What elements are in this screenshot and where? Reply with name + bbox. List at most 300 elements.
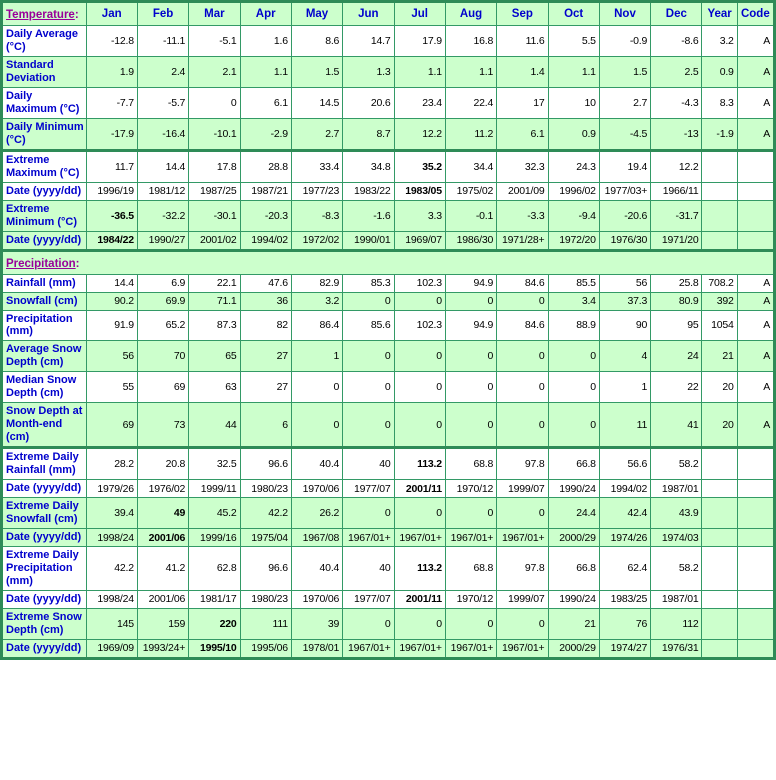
value-cell: 0 [291,372,342,403]
value-cell: A [737,274,774,292]
value-cell: 20.8 [137,448,188,480]
value-cell: 20 [702,403,737,448]
value-cell: 1054 [702,310,737,341]
header-row [2,2,775,26]
value-cell: 1980/23 [240,590,291,608]
table-row [2,480,775,498]
value-cell: 85.6 [343,310,394,341]
value-cell: 1999/11 [189,480,240,498]
row-label: Snow Depth at Month-end (cm) [2,403,87,448]
value-cell [702,529,737,547]
value-cell: 2.1 [189,56,240,87]
value-cell: 1967/01+ [394,529,445,547]
value-cell: 14.4 [137,150,188,182]
value-cell: 12.2 [651,150,702,182]
value-cell [737,480,774,498]
row-label: Extreme Snow Depth (cm) [2,608,87,639]
section-cell-precipitation [2,250,775,274]
value-cell: A [737,118,774,150]
value-cell: -8.6 [651,26,702,57]
column-header-oct: Oct [548,2,599,26]
value-cell: 1977/07 [343,480,394,498]
value-cell: 1999/07 [497,480,548,498]
value-cell: 69 [137,372,188,403]
value-cell: 58.2 [651,448,702,480]
value-cell: 85.3 [343,274,394,292]
table-row [2,372,775,403]
table-row [2,547,775,591]
value-cell: 1.3 [343,56,394,87]
value-cell: 27 [240,372,291,403]
value-cell: 1987/01 [651,590,702,608]
value-cell: A [737,310,774,341]
value-cell: 47.6 [240,274,291,292]
value-cell: 1977/07 [343,590,394,608]
value-cell: 392 [702,292,737,310]
value-cell: 0 [497,372,548,403]
value-cell: 6 [240,403,291,448]
value-cell: 2001/06 [137,529,188,547]
value-cell: 2001/09 [497,182,548,200]
value-cell: -4.5 [599,118,650,150]
value-cell: 1.6 [240,26,291,57]
precipitation-section-colon: : [75,257,80,270]
row-label: Precipitation (mm) [2,310,87,341]
value-cell: 0 [343,498,394,529]
value-cell: 56 [599,274,650,292]
value-cell: 88.9 [548,310,599,341]
value-cell: 40 [343,448,394,480]
value-cell: 96.6 [240,448,291,480]
value-cell: 1996/02 [548,182,599,200]
value-cell: -13 [651,118,702,150]
column-header-sep: Sep [497,2,548,26]
table-body [2,26,775,659]
value-cell: A [737,341,774,372]
value-cell: A [737,372,774,403]
value-cell: 0 [343,292,394,310]
value-cell: 5.5 [548,26,599,57]
value-cell: 1967/08 [291,529,342,547]
value-cell: 65.2 [137,310,188,341]
value-cell [737,639,774,658]
value-cell: 1.1 [548,56,599,87]
section-header-row [2,250,775,274]
value-cell: 1977/23 [291,182,342,200]
value-cell: 11.7 [86,150,137,182]
value-cell: A [737,403,774,448]
value-cell: 11 [599,403,650,448]
value-cell: 1970/12 [445,480,496,498]
value-cell: 3.2 [291,292,342,310]
value-cell: -17.9 [86,118,137,150]
value-cell: 4 [599,341,650,372]
value-cell: 2001/06 [137,590,188,608]
value-cell: 41.2 [137,547,188,591]
value-cell [737,231,774,250]
value-cell [702,448,737,480]
value-cell: 2.4 [137,56,188,87]
value-cell: 1967/01+ [445,639,496,658]
row-label: Date (yyyy/dd) [2,231,87,250]
column-header-mar: Mar [189,2,240,26]
value-cell: 28.8 [240,150,291,182]
value-cell: 39 [291,608,342,639]
value-cell: 1967/01+ [497,639,548,658]
value-cell: 1990/24 [548,590,599,608]
value-cell: 1972/02 [291,231,342,250]
column-header-dec: Dec [651,2,702,26]
value-cell: 95 [651,310,702,341]
value-cell: A [737,56,774,87]
value-cell: 20 [702,372,737,403]
value-cell: 24 [651,341,702,372]
value-cell: 2000/29 [548,529,599,547]
value-cell: 24.3 [548,150,599,182]
value-cell: 1995/06 [240,639,291,658]
value-cell: 17.8 [189,150,240,182]
value-cell: 11.2 [445,118,496,150]
value-cell: 97.8 [497,547,548,591]
value-cell: 40.4 [291,547,342,591]
value-cell: 39.4 [86,498,137,529]
value-cell: 11.6 [497,26,548,57]
row-label: Extreme Minimum (°C) [2,200,87,231]
value-cell: 1974/03 [651,529,702,547]
value-cell: 1976/30 [599,231,650,250]
value-cell: 66.8 [548,448,599,480]
value-cell [737,529,774,547]
value-cell: 1967/01+ [394,639,445,658]
value-cell: -32.2 [137,200,188,231]
value-cell: 2.5 [651,56,702,87]
value-cell: 1990/24 [548,480,599,498]
value-cell: 0 [394,372,445,403]
value-cell [702,639,737,658]
value-cell: 2001/11 [394,480,445,498]
value-cell: 1984/22 [86,231,137,250]
table-row [2,448,775,480]
value-cell: 145 [86,608,137,639]
value-cell: 25.8 [651,274,702,292]
value-cell: 1994/02 [240,231,291,250]
value-cell: 1998/24 [86,590,137,608]
row-label: Median Snow Depth (cm) [2,372,87,403]
row-label: Date (yyyy/dd) [2,529,87,547]
value-cell: 708.2 [702,274,737,292]
value-cell: 82 [240,310,291,341]
value-cell: 1971/28+ [497,231,548,250]
value-cell: 66.8 [548,547,599,591]
value-cell: 35.2 [394,150,445,182]
value-cell: 70 [137,341,188,372]
value-cell [737,448,774,480]
value-cell: 1978/01 [291,639,342,658]
column-header-nov: Nov [599,2,650,26]
table-row [2,118,775,150]
value-cell: 0.9 [548,118,599,150]
column-header-code: Code [737,2,774,26]
row-label: Date (yyyy/dd) [2,480,87,498]
value-cell: 21 [548,608,599,639]
row-label: Extreme Daily Rainfall (mm) [2,448,87,480]
value-cell: 45.2 [189,498,240,529]
row-label: Average Snow Depth (cm) [2,341,87,372]
table-row [2,56,775,87]
value-cell [702,200,737,231]
value-cell: 1966/11 [651,182,702,200]
value-cell: 8.7 [343,118,394,150]
value-cell: 1996/19 [86,182,137,200]
value-cell: 1 [291,341,342,372]
value-cell: 87.3 [189,310,240,341]
value-cell: -4.3 [651,87,702,118]
temperature-section-header [2,2,87,26]
column-header-feb: Feb [137,2,188,26]
value-cell [737,547,774,591]
table-row [2,26,775,57]
value-cell: 102.3 [394,310,445,341]
value-cell: 0 [343,608,394,639]
value-cell: 1967/01+ [497,529,548,547]
value-cell: 62.8 [189,547,240,591]
value-cell: 42.4 [599,498,650,529]
value-cell: 69.9 [137,292,188,310]
value-cell: 0 [548,341,599,372]
value-cell: 0 [497,403,548,448]
value-cell: 37.3 [599,292,650,310]
value-cell: -30.1 [189,200,240,231]
value-cell: -0.1 [445,200,496,231]
column-header-jul: Jul [394,2,445,26]
value-cell [737,150,774,182]
value-cell: 102.3 [394,274,445,292]
value-cell: 32.3 [497,150,548,182]
value-cell: 20.6 [343,87,394,118]
precipitation-section-link[interactable]: Precipitation [6,257,76,270]
value-cell: 0 [394,403,445,448]
value-cell: 3.3 [394,200,445,231]
value-cell: 1983/25 [599,590,650,608]
value-cell: 112 [651,608,702,639]
value-cell: 0 [548,403,599,448]
column-header-apr: Apr [240,2,291,26]
value-cell: 68.8 [445,547,496,591]
value-cell: A [737,87,774,118]
value-cell: 0 [445,372,496,403]
value-cell [702,182,737,200]
column-header-year: Year [702,2,737,26]
value-cell: 85.5 [548,274,599,292]
value-cell: 1983/05 [394,182,445,200]
value-cell: -16.4 [137,118,188,150]
row-label: Daily Maximum (°C) [2,87,87,118]
value-cell [702,547,737,591]
value-cell: 27 [240,341,291,372]
value-cell: 1987/21 [240,182,291,200]
value-cell: 111 [240,608,291,639]
value-cell: 23.4 [394,87,445,118]
column-header-jan: Jan [86,2,137,26]
value-cell: 1967/01+ [445,529,496,547]
value-cell: 0 [343,341,394,372]
table-row [2,608,775,639]
value-cell: 86.4 [291,310,342,341]
value-cell: 1975/02 [445,182,496,200]
row-label: Date (yyyy/dd) [2,590,87,608]
row-label: Daily Average (°C) [2,26,87,57]
value-cell: 65 [189,341,240,372]
value-cell: 1.1 [445,56,496,87]
value-cell: 0 [343,403,394,448]
value-cell: 8.3 [702,87,737,118]
value-cell: 0 [497,608,548,639]
value-cell: 3.2 [702,26,737,57]
value-cell: 84.6 [497,274,548,292]
table-row [2,231,775,250]
value-cell [702,480,737,498]
value-cell: -36.5 [86,200,137,231]
value-cell: 113.2 [394,547,445,591]
value-cell: 10 [548,87,599,118]
value-cell: 76 [599,608,650,639]
value-cell: 1986/30 [445,231,496,250]
value-cell: 90.2 [86,292,137,310]
value-cell: -11.1 [137,26,188,57]
value-cell: 113.2 [394,448,445,480]
value-cell: 91.9 [86,310,137,341]
row-label: Date (yyyy/dd) [2,639,87,658]
table-row [2,310,775,341]
value-cell: 1.5 [599,56,650,87]
value-cell: 14.4 [86,274,137,292]
value-cell: 19.4 [599,150,650,182]
value-cell: 14.5 [291,87,342,118]
value-cell: 82.9 [291,274,342,292]
table-row [2,200,775,231]
value-cell: 90 [599,310,650,341]
value-cell: 21 [702,341,737,372]
row-label: Extreme Daily Snowfall (cm) [2,498,87,529]
value-cell: 28.2 [86,448,137,480]
value-cell: 2001/11 [394,590,445,608]
value-cell: 0 [497,341,548,372]
value-cell: 1967/01+ [343,639,394,658]
table-row [2,529,775,547]
value-cell: 1999/07 [497,590,548,608]
value-cell: 2.7 [291,118,342,150]
value-cell: 0 [445,403,496,448]
value-cell: 0 [497,498,548,529]
value-cell: 56.6 [599,448,650,480]
value-cell: -3.3 [497,200,548,231]
row-label: Extreme Daily Precipitation (mm) [2,547,87,591]
value-cell [702,498,737,529]
value-cell: 80.9 [651,292,702,310]
value-cell: 1 [599,372,650,403]
value-cell: 40.4 [291,448,342,480]
value-cell: 17.9 [394,26,445,57]
value-cell: 62.4 [599,547,650,591]
value-cell [702,150,737,182]
temperature-section-link[interactable]: Temperature [6,9,75,21]
table-row [2,87,775,118]
value-cell: 1971/20 [651,231,702,250]
table-row [2,274,775,292]
value-cell: 1976/02 [137,480,188,498]
value-cell: 96.6 [240,547,291,591]
value-cell: -1.6 [343,200,394,231]
value-cell: 1974/27 [599,639,650,658]
value-cell: 22 [651,372,702,403]
value-cell: 0 [394,292,445,310]
value-cell: 12.2 [394,118,445,150]
value-cell [702,590,737,608]
value-cell: 71.1 [189,292,240,310]
value-cell: 220 [189,608,240,639]
value-cell: -12.8 [86,26,137,57]
value-cell: 1995/10 [189,639,240,658]
row-label: Date (yyyy/dd) [2,182,87,200]
value-cell: 0 [189,87,240,118]
value-cell: 0 [291,403,342,448]
value-cell: 33.4 [291,150,342,182]
value-cell: 1970/06 [291,590,342,608]
value-cell: 1977/03+ [599,182,650,200]
value-cell: 8.6 [291,26,342,57]
value-cell: 55 [86,372,137,403]
temperature-section-colon: : [74,9,79,21]
table-row [2,590,775,608]
value-cell: 3.4 [548,292,599,310]
value-cell: 1990/27 [137,231,188,250]
value-cell: 26.2 [291,498,342,529]
row-label: Rainfall (mm) [2,274,87,292]
value-cell: 1975/04 [240,529,291,547]
table-row [2,150,775,182]
row-label: Standard Deviation [2,56,87,87]
value-cell: -1.9 [702,118,737,150]
value-cell: 1999/16 [189,529,240,547]
value-cell: 159 [137,608,188,639]
value-cell: 40 [343,547,394,591]
value-cell: 73 [137,403,188,448]
value-cell: 16.8 [445,26,496,57]
table-row [2,498,775,529]
value-cell: 2.7 [599,87,650,118]
table-row [2,403,775,448]
row-label: Daily Minimum (°C) [2,118,87,150]
value-cell: 1.4 [497,56,548,87]
value-cell: 1.1 [394,56,445,87]
value-cell [737,608,774,639]
value-cell: 68.8 [445,448,496,480]
value-cell [737,200,774,231]
value-cell: 0 [394,498,445,529]
row-label: Extreme Maximum (°C) [2,150,87,182]
value-cell: -5.1 [189,26,240,57]
value-cell: A [737,292,774,310]
value-cell: 1976/31 [651,639,702,658]
value-cell [737,182,774,200]
value-cell: -7.7 [86,87,137,118]
value-cell: 1998/24 [86,529,137,547]
value-cell: 94.9 [445,310,496,341]
value-cell: 0 [548,372,599,403]
value-cell: 0 [497,292,548,310]
value-cell [702,231,737,250]
value-cell: 1974/26 [599,529,650,547]
